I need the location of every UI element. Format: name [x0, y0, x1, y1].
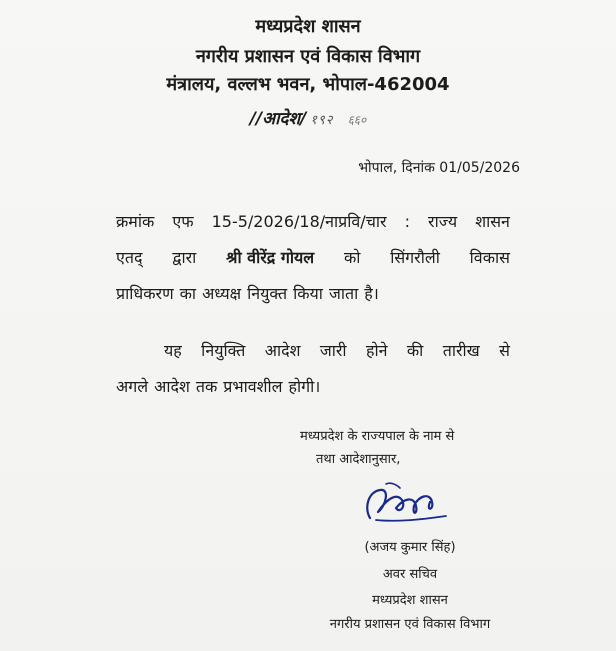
signature-image: [356, 478, 456, 530]
place-date: भोपाल, दिनांक 01/05/2026: [358, 160, 520, 176]
word: तारीख: [442, 341, 480, 360]
officer-name: (अजय कुमार सिंह): [364, 540, 456, 555]
word: का: [179, 284, 197, 303]
word: होने: [365, 341, 388, 360]
department-title: नगरीय प्रशासन एवं विकास विभाग: [195, 46, 421, 67]
word: प्राधिकरण: [116, 284, 174, 303]
govt-title: मध्यप्रदेश शासन: [255, 16, 361, 37]
word: अगले: [116, 377, 149, 396]
word: अध्यक्ष: [202, 284, 242, 303]
paragraph-line: [116, 204, 510, 240]
word: है।: [364, 284, 379, 303]
word: राज्य: [428, 212, 458, 231]
word: की: [406, 341, 424, 360]
word: जाता: [328, 284, 359, 303]
word: किया: [293, 284, 323, 303]
officer-department: नगरीय प्रशासन एवं विकास विभाग: [329, 617, 491, 632]
word: को: [343, 248, 361, 267]
word: होगी।: [288, 377, 321, 396]
order-paragraph-1: [116, 204, 510, 312]
word: नियुक्त: [247, 284, 288, 303]
word: आदेश: [154, 377, 190, 396]
paragraph-line: [116, 240, 510, 276]
word: :: [404, 212, 410, 231]
appointee-name: श्री वीरेंद्र गोयल: [226, 248, 315, 267]
word: से: [499, 341, 510, 360]
officer-designation: अवर सचिव: [382, 567, 438, 582]
order-number: १९२: [310, 113, 334, 128]
word: आदेश: [264, 341, 301, 360]
word: एतद्: [116, 248, 143, 267]
word: शासन: [475, 212, 510, 231]
order-paragraph-2: [116, 333, 510, 405]
officer-office: मध्यप्रदेश शासन: [372, 593, 448, 608]
word: द्वारा: [172, 248, 197, 267]
office-address: मंत्रालय, वल्लभ भवन, भोपाल-462004: [166, 74, 450, 95]
order-heading: [0, 106, 616, 129]
authority-line-2: तथा आदेशानुसार,: [316, 452, 401, 467]
paragraph-line: [116, 333, 510, 369]
paragraph-line: [116, 276, 510, 312]
paragraph-line: [116, 369, 510, 405]
word: विकास: [469, 248, 510, 267]
order-label: //आदेश/: [249, 109, 307, 129]
word: प्रभावशील: [223, 377, 283, 396]
word: तक: [195, 377, 218, 396]
word: सिंगरौली: [390, 248, 440, 267]
word: नियुक्ति: [201, 341, 246, 360]
word: जारी: [319, 341, 347, 360]
word: यह: [164, 341, 182, 360]
order-number-2: ६६०: [347, 113, 367, 127]
authority-line: मध्यप्रदेश के राज्यपाल के नाम से: [300, 429, 455, 444]
order-reference: 15-5/2026/18/नाप्रवि/चार: [211, 212, 387, 231]
word: एफ: [172, 212, 194, 231]
word: क्रमांक: [116, 212, 155, 231]
